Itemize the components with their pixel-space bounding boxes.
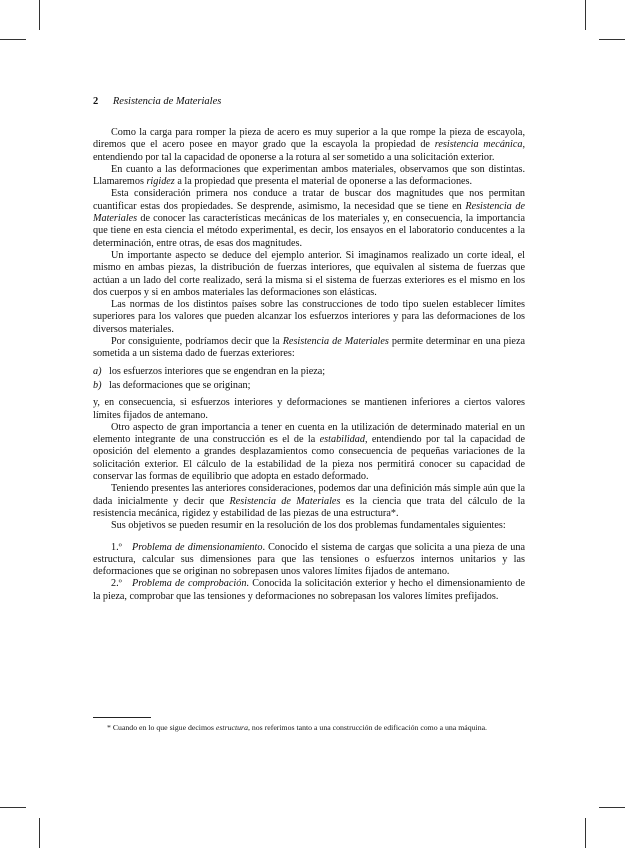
italic-text: estructura — [215, 723, 248, 732]
problem-text: . Conocida la solicitación exterior y hecho el dimensionamiento de la pieza, comprobar que las tensiones y deformaciones no sobrepasan los valores límites prefijados. — [93, 578, 526, 602]
crop-mark — [599, 39, 625, 40]
paragraph — [93, 164, 525, 189]
enumerated-list — [93, 366, 525, 393]
text-run: Otro aspecto de gran importancia a tener en cuenta en la utilización de determinado material en un elemento integrante de una construcción es el de la — [93, 421, 525, 446]
text-run: Sus objetivos se pueden resumir en la resolución de los dos problemas fundamentales siguientes: — [111, 520, 506, 532]
list-item — [93, 366, 525, 378]
crop-mark — [599, 807, 625, 808]
paragraph — [93, 299, 525, 336]
page-header — [93, 96, 221, 107]
text-run: Teniendo presentes las anteriores consideraciones, podemos dar una definición más simple aún que la dada inicialmente y decir que — [93, 483, 526, 507]
text-run: de conocer las características mecánicas de los materiales y, en consecuencia, la importancia que tiene en esta ciencia el método experimental, es decir, los ensayos en el laboratorio conducentes a la determinación, entre otras, de esas dos magnitudes. — [93, 213, 525, 249]
paragraph — [93, 188, 525, 249]
paragraph — [93, 520, 525, 532]
paragraph — [93, 397, 525, 422]
paragraph — [93, 336, 525, 361]
problem-title: Problema de dimensionamiento — [132, 541, 263, 553]
paragraph — [93, 127, 525, 164]
italic-text: rigidez — [146, 176, 175, 188]
text-run: Por consiguiente, podríamos decir que la — [111, 336, 283, 348]
italic-text: Resistencia de Materiales — [93, 200, 525, 225]
problem-item — [93, 578, 525, 603]
footnote — [93, 723, 525, 733]
text-run: , entendiendo por tal la capacidad de oposición del elemento a grandes desplazamientos como consecuencia de pequeñas variaciones de la solicitación exterior. El cálculo de la estabilidad de la pieza nos permitirá conocer su capacidad de conservar las formas de equilibrio que adopta en estado deformado. — [93, 434, 525, 483]
crop-mark — [585, 0, 586, 30]
paragraph-group — [93, 422, 525, 533]
text-run: a la propiedad que presenta el material de oponerse a las deformaciones. — [174, 176, 473, 188]
problem-number: 1.º — [111, 541, 132, 553]
paragraph — [93, 250, 525, 299]
problem-item — [93, 542, 525, 579]
paragraph — [93, 422, 525, 483]
text-run: Esta consideración primera nos conduce a tratar de buscar dos magnitudes que nos permitan cuantificar estas dos propiedades. Se desprende, asimismo, la necesidad que se tiene en — [93, 188, 525, 212]
crop-mark — [39, 818, 40, 848]
italic-text: Resistencia de Materiales — [282, 336, 389, 348]
list-item-text: las deformaciones que se originan; — [109, 379, 251, 391]
problem-text: . Conocido el sistema de cargas que solicita a una pieza de una estructura, calcular sus dimensiones para que las tensiones o esfuerzos internos unitarios y las deformaciones que se originan no sobrepasen unos valores límites fijados de antemano. — [93, 541, 525, 578]
text-run: , nos referimos tanto a una construcción de edificación como a una máquina. — [247, 723, 488, 732]
running-title: Resistencia de Materiales — [112, 96, 222, 107]
crop-mark — [39, 0, 40, 30]
text-run: y, en consecuencia, si esfuerzos interiores y deformaciones se mantienen inferiores a ciertos valores límites fijados de antemano. — [93, 397, 525, 421]
page-number: 2 — [93, 96, 99, 107]
text-run: Como la carga para romper la pieza de acero es muy superior a la que rompe la pieza de escayola, diremos que el acero posee en mayor grado que la escayola la propiedad de — [93, 127, 525, 151]
paragraph — [93, 483, 525, 520]
crop-mark — [585, 818, 586, 848]
text-run: En cuanto a las deformaciones que experimentan ambos materiales, observamos que son distintas. Llamaremos — [93, 163, 525, 188]
problem-number: 2.º — [111, 578, 132, 590]
italic-text: resistencia mecánica — [434, 139, 523, 151]
body-text — [93, 127, 525, 603]
footnote-rule — [93, 717, 151, 718]
crop-mark — [0, 807, 26, 808]
text-run: * Cuando en lo que sigue decimos — [107, 723, 216, 732]
list-marker: b) — [93, 379, 102, 391]
text-run: es la ciencia que trata del cálculo de la resistencia mecánica, rigidez y estabilidad de las piezas de una estructura*. — [93, 495, 525, 519]
text-run: Las normas de los distintos países sobre las construcciones de todo tipo suelen establecer límites superiores para los valores que pueden alcanzar los esfuerzos interiores y para las deformaciones de los diversos materiales. — [93, 299, 525, 335]
list-item-text: los esfuerzos interiores que se engendran en la pieza; — [109, 365, 326, 377]
list-item — [93, 380, 525, 392]
crop-mark — [0, 39, 26, 40]
list-marker: a) — [93, 365, 102, 377]
text-run: permite determinar en una pieza sometida a un sistema dado de fuerzas exteriores: — [93, 336, 526, 360]
italic-text: Resistencia de Materiales — [229, 495, 341, 507]
problem-title: Problema de comprobación — [132, 578, 247, 590]
text-run: , entendiendo por tal la capacidad de oponerse a la rotura al ser sometido a una solicitación exterior. — [93, 139, 525, 163]
paragraph-group — [93, 127, 525, 361]
italic-text: estabilidad — [319, 434, 365, 446]
text-run: Un importante aspecto se deduce del ejemplo anterior. Si imaginamos realizado un corte ideal, el mismo en ambas piezas, la distribución de fuerzas interiores, que equivalen al sistema de fuerzas que actúan a un lado del corte realizado, será la misma si el sistema de fuerzas exteriores es el mismo en los dos cuerpos y si en ambos materiales las deformaciones son elásticas. — [93, 249, 525, 298]
problem-list — [93, 542, 525, 603]
